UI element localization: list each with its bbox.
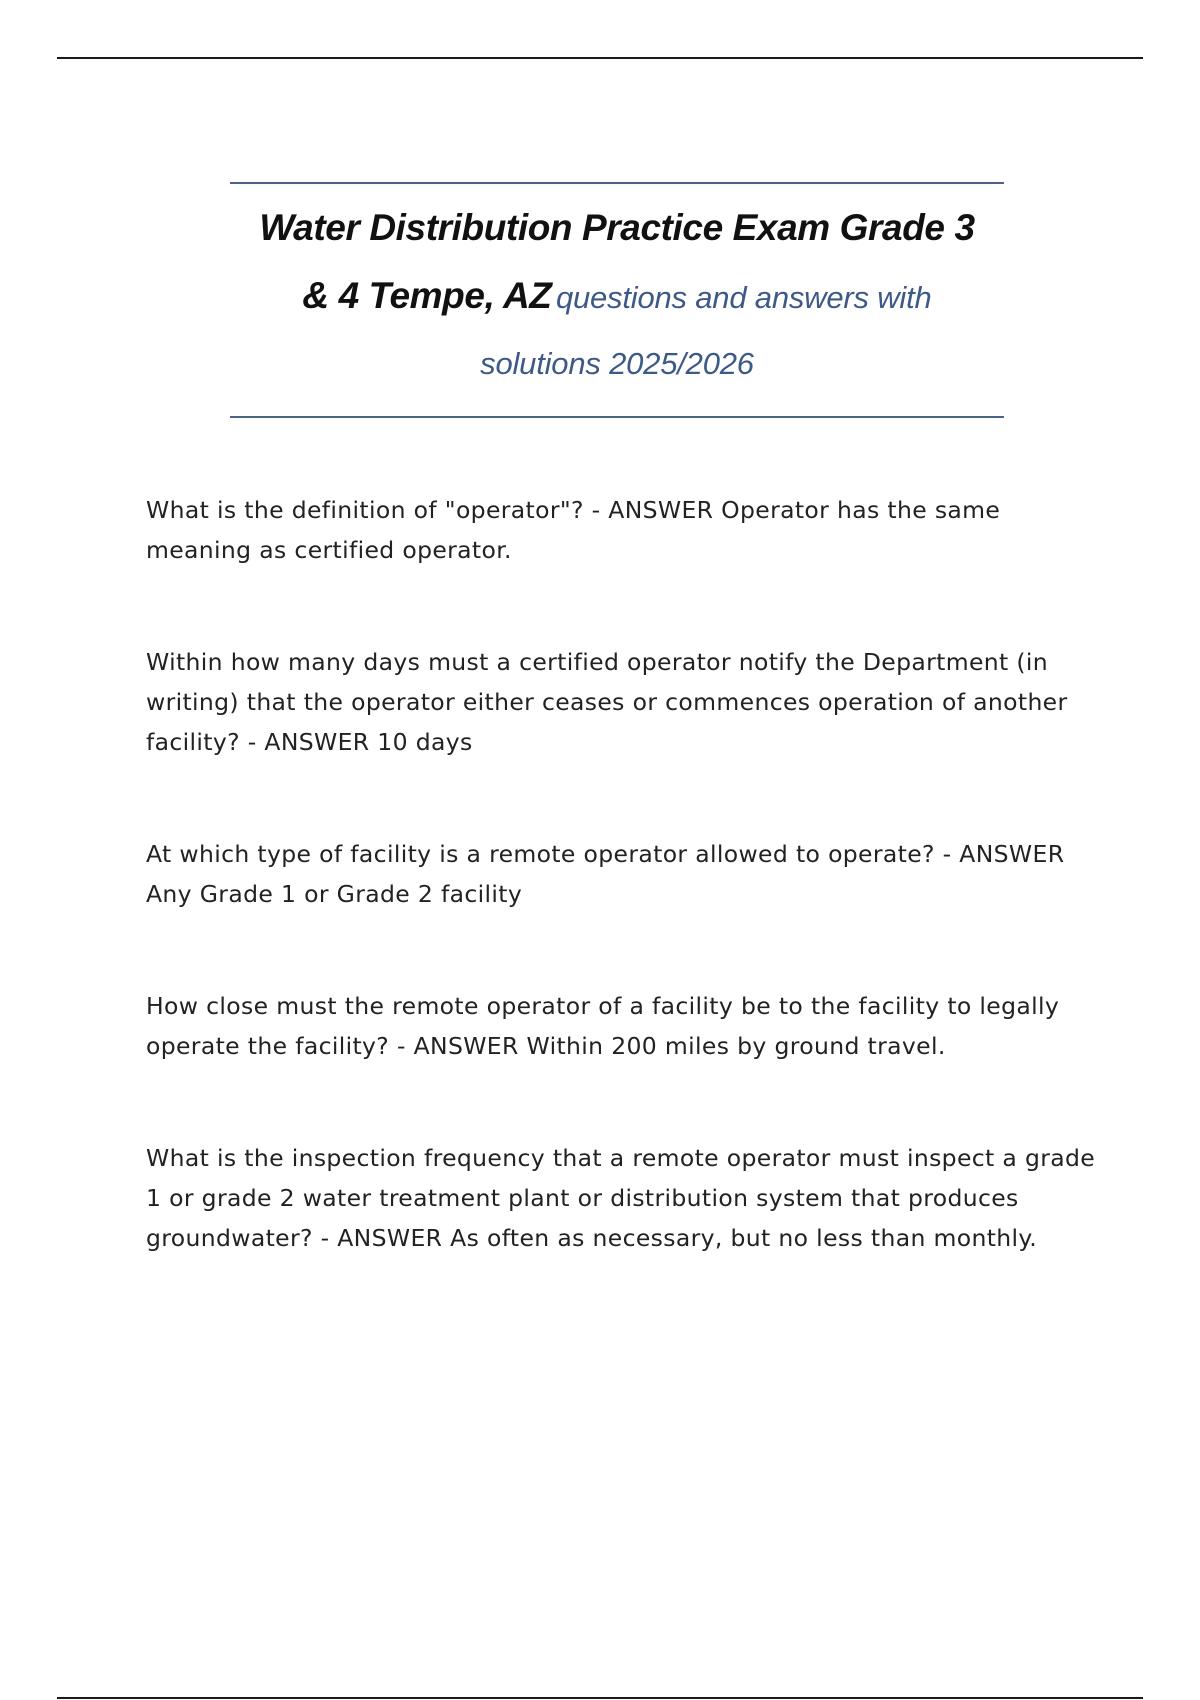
title-sub-line2: solutions 2025/2026	[480, 346, 754, 381]
qa-item-2: Within how many days must a certified operator notify the Department (in writing) that the operator either ceases or commences operation of another facility? - ANSWER 10 days	[146, 648, 1068, 756]
page-top-rule	[57, 57, 1143, 59]
document-title	[230, 184, 1004, 416]
title-bottom-rule	[230, 416, 1004, 418]
page-bottom-rule	[57, 1697, 1143, 1699]
title-main-line1: Water Distribution Practice Exam Grade 3	[259, 207, 975, 248]
qa-list	[146, 490, 1106, 1330]
qa-item-1: What is the definition of "operator"? - ANSWER Operator has the same meaning as certified operator.	[146, 496, 1001, 564]
qa-item-4: How close must the remote operator of a facility be to the facility to legally operate the facility? - ANSWER Within 200 miles by ground travel.	[146, 992, 1060, 1060]
title-main-line2: & 4 Tempe, AZ	[302, 275, 552, 316]
qa-item-5: What is the inspection frequency that a remote operator must inspect a grade 1 or grade 2 water treatment plant or distribution system that produces groundwater? - ANSWER As often as necessary, but no less than monthly.	[146, 1144, 1096, 1252]
qa-item-3: At which type of facility is a remote operator allowed to operate? - ANSWER Any Grade 1 or Grade 2 facility	[146, 840, 1065, 908]
document-title-block	[230, 182, 1004, 418]
title-sub-line1: questions and answers with	[555, 280, 932, 315]
